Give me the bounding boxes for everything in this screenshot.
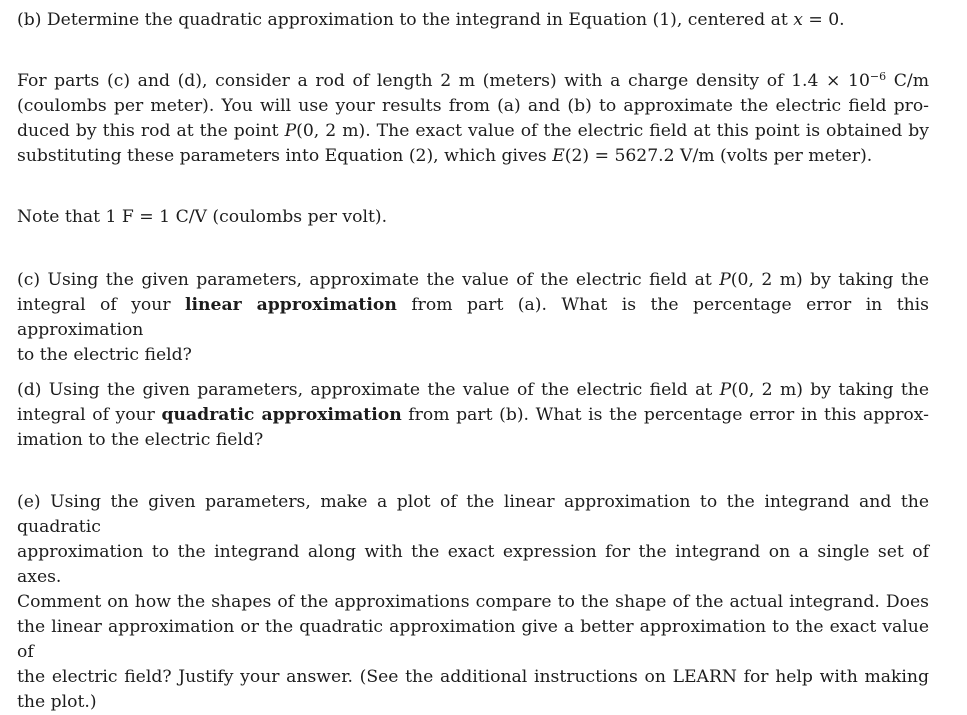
part-e-line-4: the linear approximation or the quadratic approximation give a better approximation to the exact value of bbox=[17, 617, 929, 662]
part-b-line-1 bbox=[17, 8, 929, 33]
intro-line-1: For parts (c) and (d), consider a rod of length 2 m (meters) with a charge density of $1.4 \times 10^{-6}$ C/m bbox=[17, 70, 930, 91]
intro-line-4: substituting these parameters into Equation (2), which gives E(2) = 5627.2 V/m (volts per meter). bbox=[17, 146, 873, 166]
note-line: Note that 1 F = 1 C/V (coulombs per volt). bbox=[17, 207, 388, 227]
var-e: E bbox=[552, 146, 565, 166]
part-c-line-1: (c) Using the given parameters, approximate the value of the electric field at P(0, 2 m) by taking the bbox=[17, 270, 929, 290]
part-d-line-1: (d) Using the given parameters, approximate the value of the electric field at P(0, 2 m) by taking the bbox=[17, 380, 930, 400]
part-e-line-6: the plot.) bbox=[17, 692, 97, 712]
intro-line-2: (coulombs per meter). You will use your results from (a) and (b) to approximate the electric field pro- bbox=[17, 96, 929, 116]
var-p: P bbox=[719, 380, 732, 400]
part-e-paragraph bbox=[17, 490, 929, 715]
part-d-line-2: integral of your quadratic approximation from part (b). What is the percentage error in this approx- bbox=[17, 405, 929, 425]
part-e-line-1: (e) Using the given parameters, make a plot of the linear approximation to the integrand and the quadratic bbox=[17, 492, 929, 537]
exponent: −6 bbox=[869, 70, 887, 83]
linear-approximation-bold: linear approximation bbox=[185, 295, 397, 315]
part-c-paragraph bbox=[17, 268, 929, 368]
part-e-line-3: Comment on how the shapes of the approximations compare to the shape of the actual integrand. Does bbox=[17, 592, 929, 612]
var-x: x bbox=[793, 10, 803, 30]
part-b-paragraph bbox=[17, 8, 929, 33]
part-b-text-end: = 0. bbox=[802, 10, 845, 30]
part-b-text: (b) Determine the quadratic approximation to the integrand in Equation (1), centered at bbox=[17, 10, 794, 30]
quadratic-approximation-bold: quadratic approximation bbox=[161, 405, 402, 425]
intro-line-3: duced by this rod at the point P(0, 2 m). The exact value of the electric field at this point is obtained by bbox=[17, 121, 929, 141]
part-c-line-2: integral of your linear approximation from part (a). What is the percentage error in this approximation bbox=[17, 295, 929, 340]
note-paragraph bbox=[17, 205, 929, 230]
var-p: P bbox=[284, 121, 297, 141]
part-e-line-2: approximation to the integrand along with the exact expression for the integrand on a single set of axes. bbox=[17, 542, 929, 587]
part-d-paragraph bbox=[17, 378, 929, 453]
part-c-line-3: to the electric field? bbox=[17, 345, 192, 365]
part-e-line-5: the electric field? Justify your answer. (See the additional instructions on LEARN for help with making bbox=[17, 667, 929, 687]
var-p: P bbox=[719, 270, 731, 290]
part-d-line-3: imation to the electric field? bbox=[17, 430, 264, 450]
intro-paragraph bbox=[17, 69, 929, 169]
